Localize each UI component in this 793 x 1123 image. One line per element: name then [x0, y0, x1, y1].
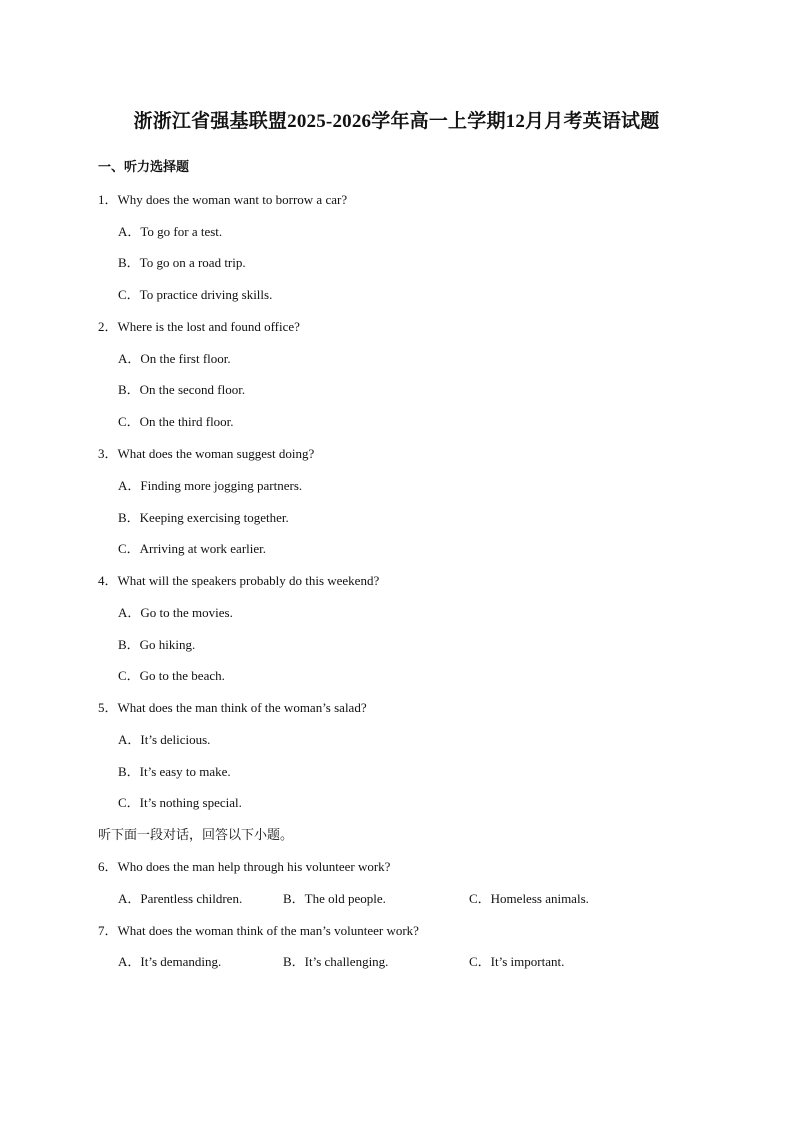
option-a: A．Go to the movies.: [118, 605, 233, 620]
question-stem: 3．What does the woman suggest doing?: [98, 446, 315, 461]
option-c: C．Arriving at work earlier.: [118, 541, 267, 556]
option-c: C．It’s important.: [469, 954, 565, 969]
option-c: C．On the third floor.: [118, 414, 234, 429]
option-a: A．On the first floor.: [118, 351, 231, 366]
question-stem: 1．Why does the woman want to borrow a car?: [98, 192, 348, 207]
option-c: C．Homeless animals.: [469, 891, 589, 906]
option-a: A．It’s delicious.: [118, 732, 211, 747]
question-stem: 6．Who does the man help through his volunteer work?: [98, 859, 391, 874]
question-stem: 7．What does the woman think of the man’s volunteer work?: [98, 923, 419, 938]
option-b: B．On the second floor.: [118, 382, 246, 397]
listening-instruction: 听下面一段对话，回答以下小题。: [98, 827, 294, 842]
option-a: A．Parentless children.: [118, 891, 243, 906]
option-b: B．It’s challenging.: [283, 954, 389, 969]
section-heading: 一、听力选择题: [98, 159, 190, 174]
page-title: 浙浙江省强基联盟2025-2026学年高一上学期12月月考英语试题: [133, 111, 660, 132]
option-a: A．Finding more jogging partners.: [118, 478, 303, 493]
option-b: B．To go on a road trip.: [118, 255, 246, 270]
option-c: C．It’s nothing special.: [118, 795, 242, 810]
option-a: A．To go for a test.: [118, 224, 223, 239]
option-b: B．Keeping exercising together.: [118, 510, 289, 525]
question-stem: 2．Where is the lost and found office?: [98, 319, 300, 334]
option-b: B．Go hiking.: [118, 637, 196, 652]
question-stem: 4．What will the speakers probably do this weekend?: [98, 573, 380, 588]
option-b: B．The old people.: [283, 891, 386, 906]
option-c: C．To practice driving skills.: [118, 287, 273, 302]
option-b: B．It’s easy to make.: [118, 764, 231, 779]
option-c: C．Go to the beach.: [118, 668, 225, 683]
option-a: A．It’s demanding.: [118, 954, 222, 969]
question-stem: 5．What does the man think of the woman’s salad?: [98, 700, 367, 715]
